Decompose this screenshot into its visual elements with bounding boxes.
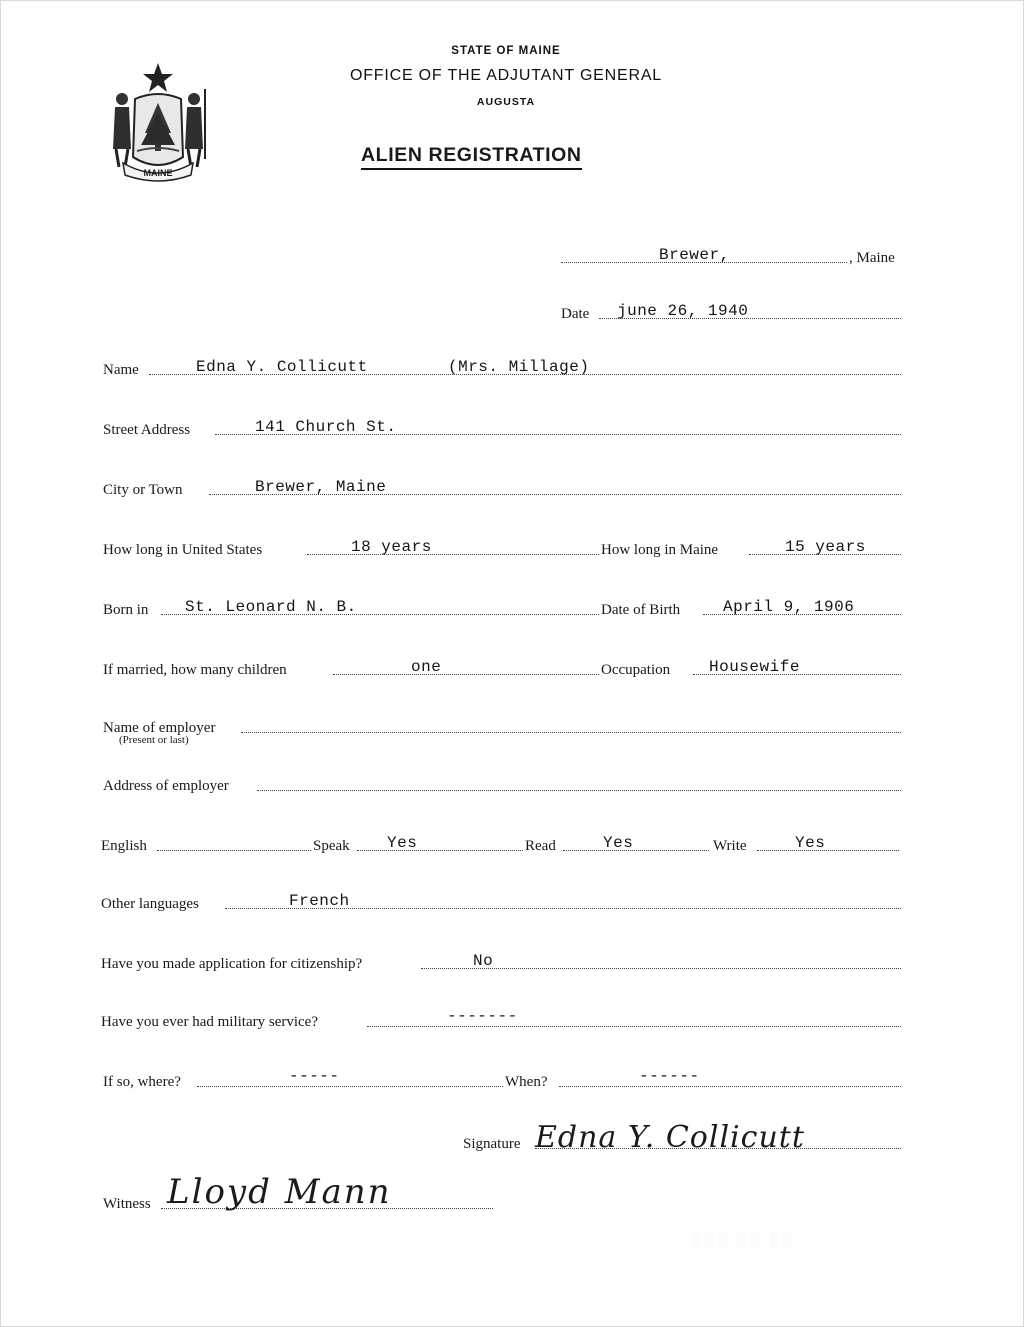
- languages-row: [101, 887, 903, 913]
- employer-address-row: [103, 769, 903, 795]
- name-value: Edna Y. Collicutt: [196, 358, 368, 376]
- occupation-value: Housewife: [709, 658, 800, 676]
- citizenship-label: Have you made application for citizenship?: [101, 956, 363, 972]
- military-line: [367, 1026, 901, 1027]
- seal-motto-text: MAINE: [143, 168, 173, 178]
- maine-duration-label: How long in Maine: [601, 542, 719, 558]
- military-label: Have you ever had military service?: [101, 1014, 318, 1030]
- when-label: When?: [505, 1074, 548, 1090]
- date-value: june 26, 1940: [617, 302, 749, 320]
- when-line: [559, 1086, 901, 1087]
- employer-address-label: Address of employer: [103, 778, 229, 794]
- military-row: [101, 1005, 903, 1031]
- name-label: Name: [103, 362, 139, 378]
- street-label: Street Address: [103, 422, 191, 438]
- witness-label: Witness: [103, 1196, 151, 1212]
- employer-name-line: [241, 732, 901, 733]
- employer-name-label: Name of employer: [103, 720, 216, 736]
- english-label: English: [101, 838, 147, 854]
- citizenship-value: No: [473, 952, 494, 970]
- birth-date-label: Date of Birth: [601, 602, 681, 618]
- children-label: If married, how many children: [103, 662, 287, 678]
- header-state: STATE OF MAINE: [451, 45, 561, 57]
- where-line: [197, 1086, 503, 1087]
- name-row: [103, 353, 903, 379]
- children-value: one: [411, 658, 442, 676]
- birth-row: [103, 593, 903, 619]
- read-line: [563, 850, 709, 851]
- state-of-maine-seal-icon: [105, 59, 211, 183]
- employer-name-sublabel: (Present or last): [119, 734, 189, 746]
- form-title: ALIEN REGISTRATION: [361, 144, 582, 170]
- name-alias-value: (Mrs. Millage): [448, 358, 590, 376]
- city-row: [103, 473, 903, 499]
- military-value: -------: [447, 1007, 518, 1025]
- citizenship-row: [101, 947, 903, 973]
- born-in-label: Born in: [103, 602, 149, 618]
- city-label: City or Town: [103, 482, 183, 498]
- read-value: Yes: [603, 834, 634, 852]
- city-value: Brewer, Maine: [255, 478, 387, 496]
- english-row: [101, 829, 901, 855]
- street-row: [103, 413, 903, 439]
- read-label: Read: [525, 838, 556, 854]
- where-when-row: [103, 1065, 903, 1091]
- street-value: 141 Church St.: [255, 418, 397, 436]
- date-row: [561, 297, 903, 323]
- applicant-signature: [533, 1113, 833, 1161]
- employer-address-line: [257, 790, 901, 791]
- children-line: [333, 674, 599, 675]
- employer-name-row: [103, 711, 903, 737]
- family-row: [103, 653, 903, 679]
- birth-date-value: April 9, 1906: [723, 598, 855, 616]
- speak-label: Speak: [313, 838, 350, 854]
- duration-row: [103, 533, 903, 559]
- when-value: ------: [639, 1067, 700, 1085]
- header-office: OFFICE OF THE ADJUTANT GENERAL: [349, 67, 663, 84]
- english-line: [157, 850, 311, 851]
- speak-value: Yes: [387, 834, 418, 852]
- header-city: AUGUSTA: [476, 96, 536, 108]
- languages-label: Other languages: [101, 896, 199, 912]
- us-duration-value: 18 years: [351, 538, 432, 556]
- occupation-label: Occupation: [601, 662, 671, 678]
- location-value: Brewer,: [659, 246, 730, 264]
- write-label: Write: [713, 838, 747, 854]
- date-label: Date: [561, 306, 590, 322]
- us-duration-label: How long in United States: [103, 542, 263, 558]
- speak-line: [357, 850, 523, 851]
- languages-value: French: [289, 892, 350, 910]
- write-line: [757, 850, 899, 851]
- where-label: If so, where?: [103, 1074, 181, 1090]
- write-value: Yes: [795, 834, 826, 852]
- faint-stamp-mark: ░░░ ░░ ░░: [691, 1231, 796, 1247]
- witness-signature: [163, 1163, 443, 1233]
- signature-label: Signature: [463, 1136, 521, 1152]
- maine-duration-value: 15 years: [785, 538, 866, 556]
- witness-signature-text: Lloyd Mann: [167, 1172, 392, 1212]
- location-state-label: , Maine: [849, 250, 895, 266]
- born-in-value: St. Leonard N. B.: [185, 598, 357, 616]
- where-value: -----: [289, 1067, 340, 1085]
- location-row: [561, 241, 906, 267]
- applicant-signature-text: Edna Y. Collicutt: [535, 1120, 805, 1155]
